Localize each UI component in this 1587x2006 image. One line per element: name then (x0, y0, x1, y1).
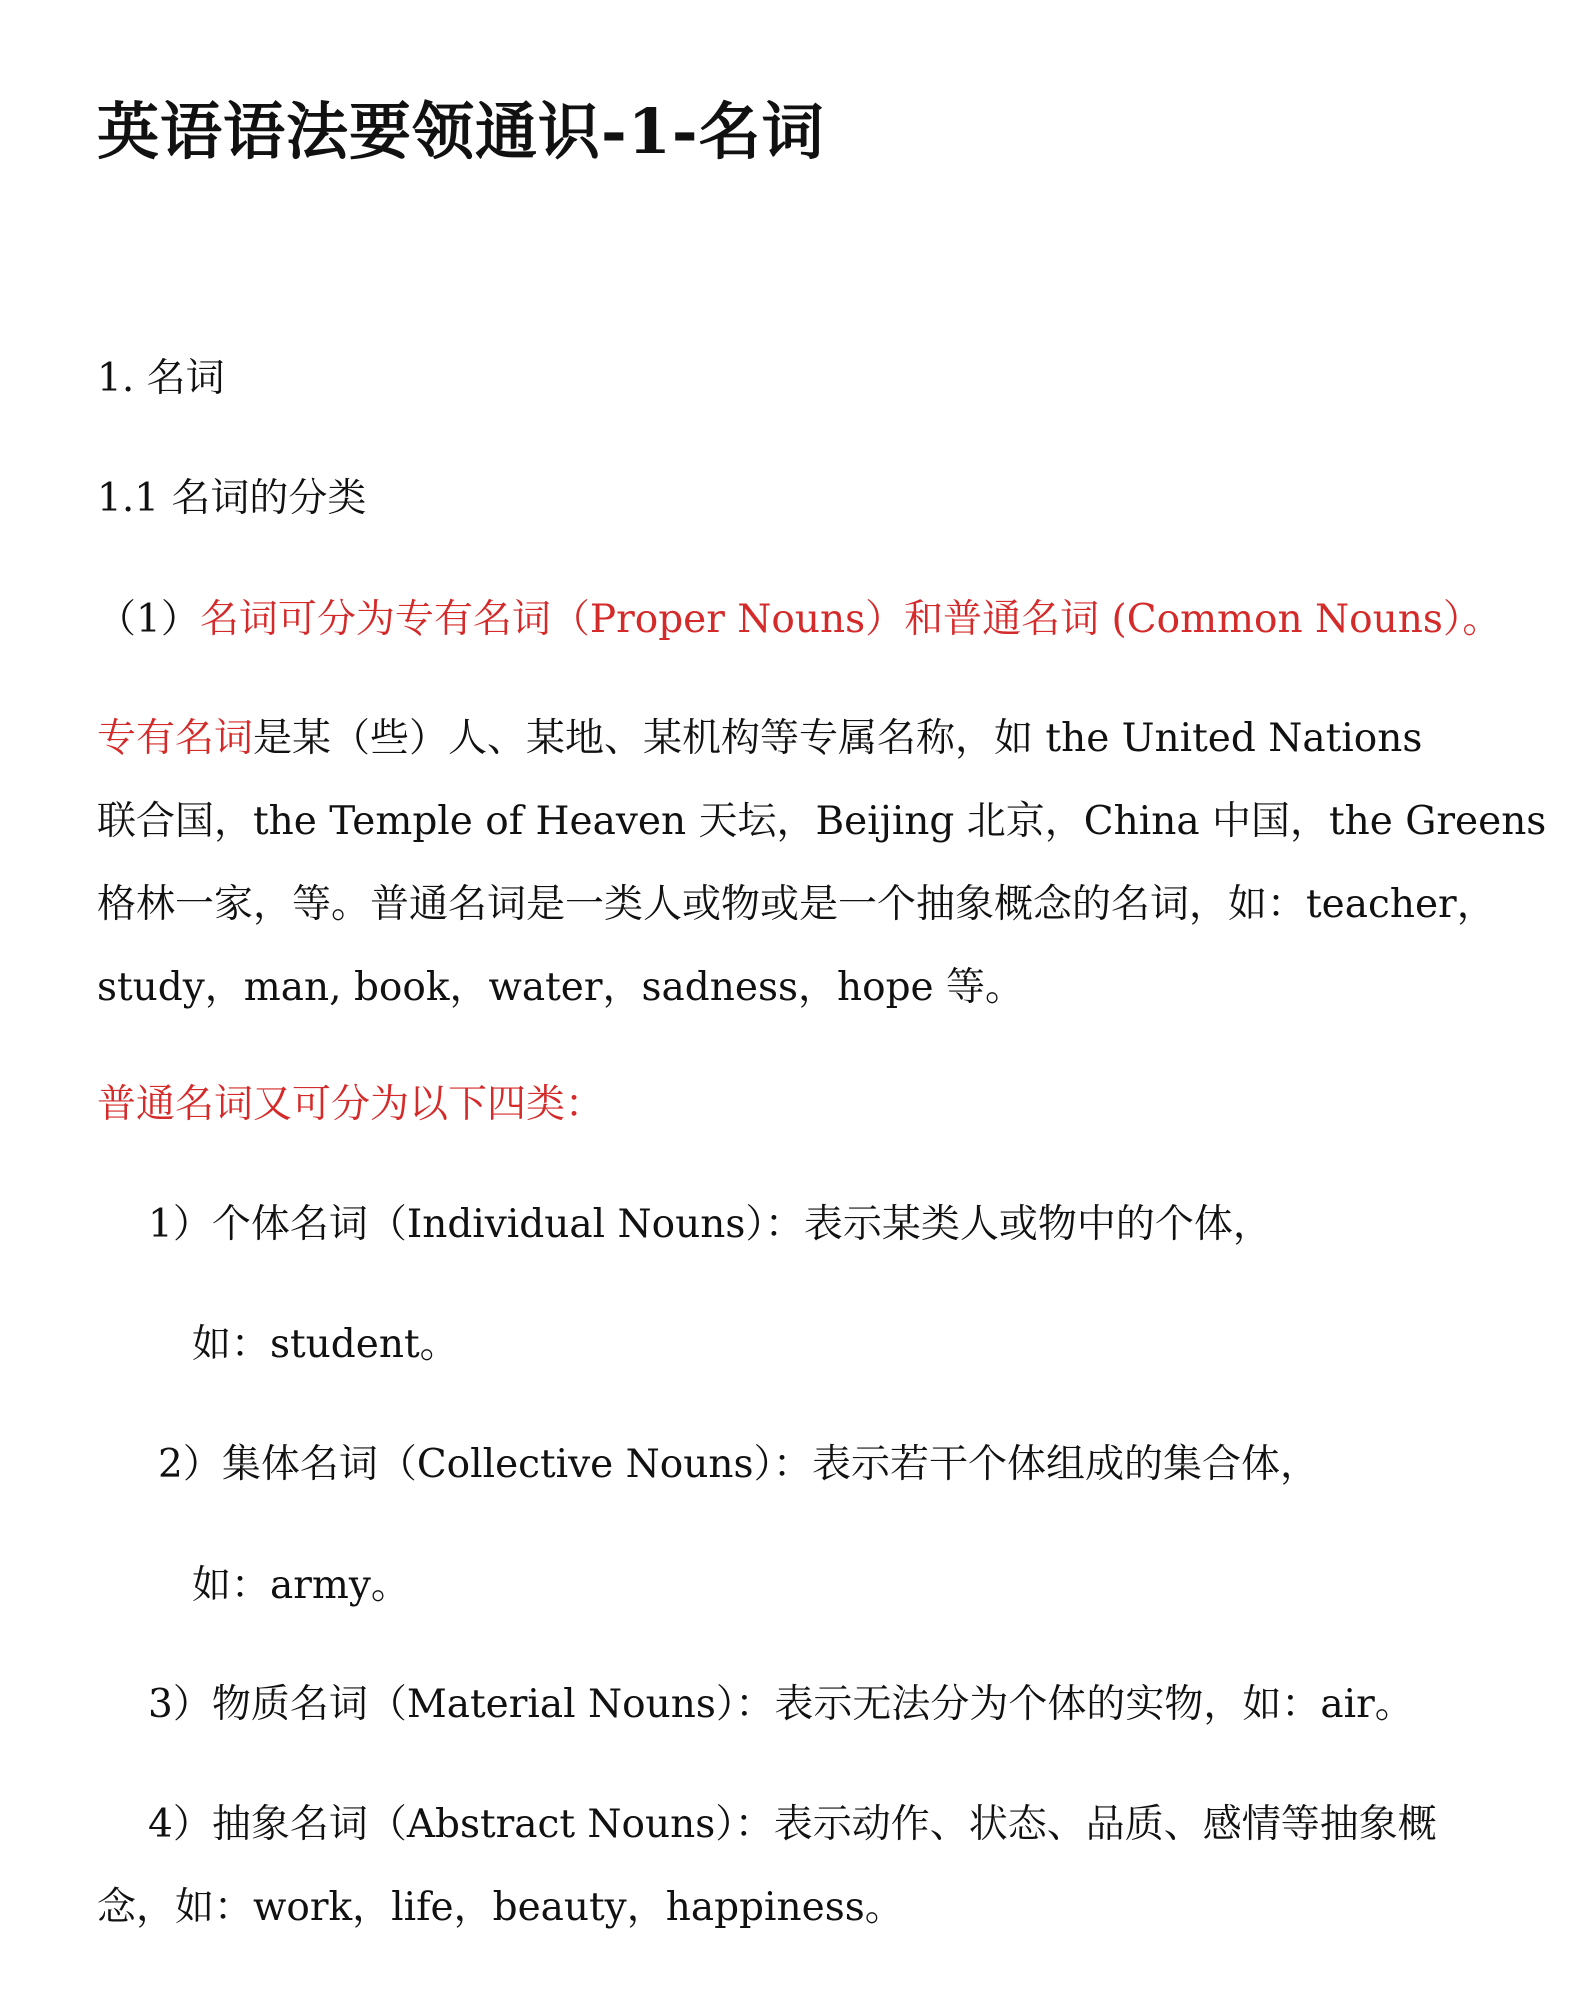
section-heading-1-1: 1.1 名词的分类 (97, 476, 367, 521)
proper-paragraph-line-1 (97, 716, 1422, 763)
proper-nouns-highlight: 专有名词 (97, 716, 254, 761)
category-4-label: 4）抽象名词（Abstract Nouns）：表示动作、状态、品质、感情等抽象概 (148, 1802, 1437, 1847)
category-1-label: 1）个体名词（Individual Nouns）：表示某类人或物中的个体， (148, 1202, 1272, 1247)
common-nouns-intro: 普通名词又可分为以下四类： (97, 1082, 605, 1127)
document-title: 英语语法要领通识-1-名词 (97, 95, 825, 168)
point-1-prefix: （1） (97, 597, 200, 642)
proper-nouns-paragraph (97, 716, 1547, 1016)
proper-paragraph-line-4: study，man, book，water，sadness，hope 等。 (97, 965, 1025, 1010)
category-1-example: 如：student。 (192, 1322, 459, 1367)
section-heading-1: 1. 名词 (97, 356, 225, 401)
point-1-text: 名词可分为专有名词（Proper Nouns）和普通名词 (Common Nouns）。 (199, 597, 1502, 642)
point-1-line (97, 597, 1501, 644)
category-4-continuation: 念，如：work，life，beauty，happiness。 (97, 1885, 904, 1930)
category-3-label: 3）物质名词（Material Nouns）：表示无法分为个体的实物，如：air。 (148, 1682, 1414, 1727)
proper-paragraph-line-2: 联合国，the Temple of Heaven 天坛，Beijing 北京，China 中国，the Greens (97, 799, 1547, 844)
proper-paragraph-line-1-text: 是某（些）人、某地、某机构等专属名称，如 the United Nations (253, 716, 1423, 761)
category-2-label: 2）集体名词（Collective Nouns）：表示若干个体组成的集合体， (158, 1442, 1320, 1487)
category-2-example: 如：army。 (192, 1563, 410, 1608)
proper-paragraph-line-3: 格林一家，等。普通名词是一类人或物或是一个抽象概念的名词，如：teacher， (97, 882, 1496, 927)
